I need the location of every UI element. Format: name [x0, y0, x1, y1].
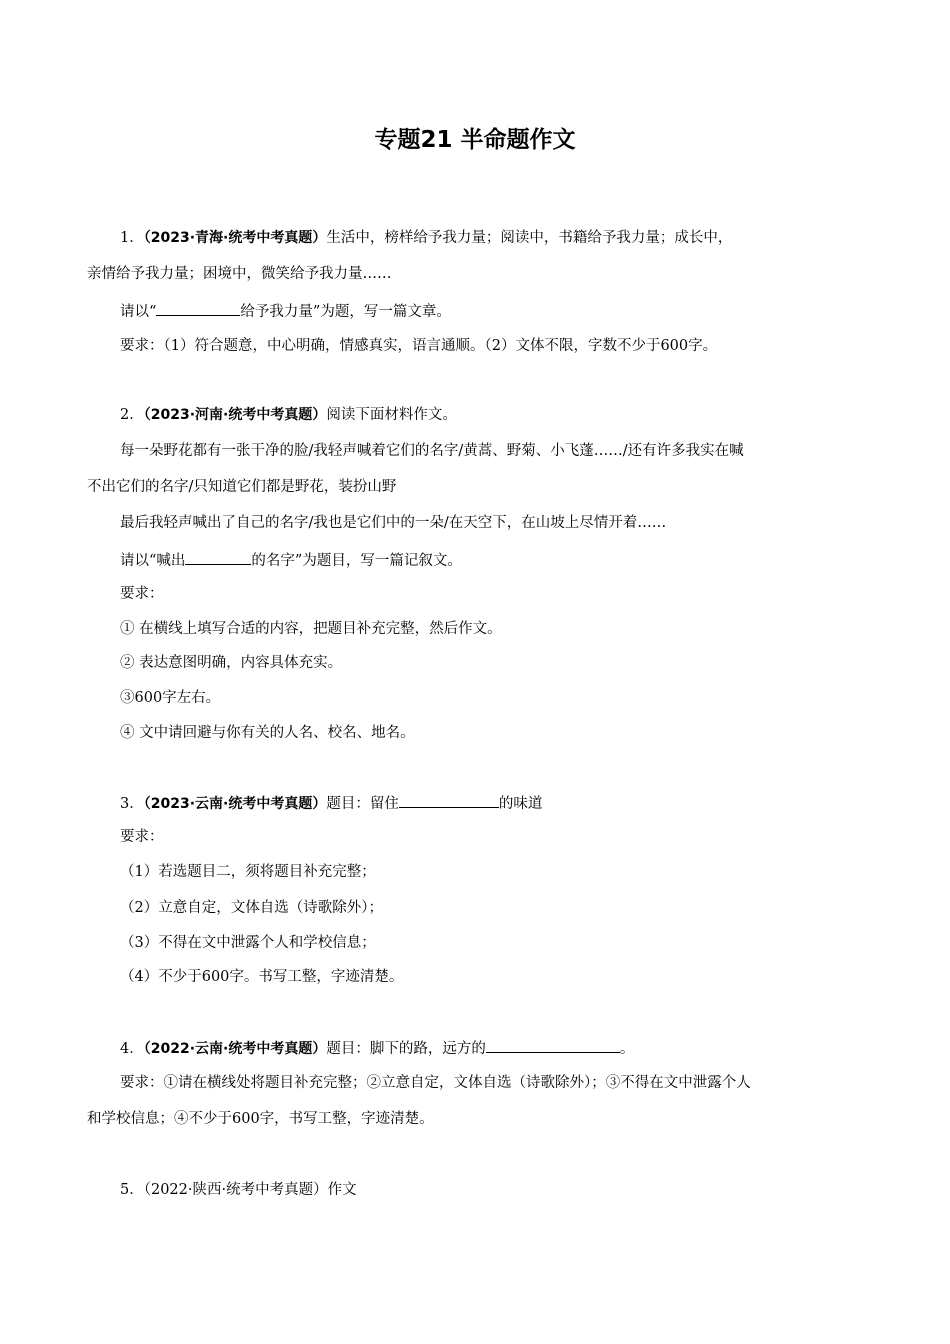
requirement-item: ③600字左右。 [120, 690, 221, 706]
question-text-line: 亲情给予我力量；困境中，微笑给予我力量…… [87, 266, 392, 282]
question-2-prompt: 请以“喊出 的名字”为题目，写一篇记叙文。 [120, 549, 880, 571]
question-text: 生活中，榜样给予我力量；阅读中，书籍给予我力量；成长中， [326, 230, 733, 246]
requirement-item: ① 在横线上填写合适的内容，把题目补充完整，然后作文。 [120, 621, 502, 637]
question-source: （2023·河南·统考中考真题） [143, 407, 327, 423]
question-number: 4． [120, 1041, 144, 1057]
material-line: 每一朵野花都有一张干净的脸/我轻声喊着它们的名字/黄蒿、野菊、小飞蓬……/还有许多我实在喊 [120, 443, 744, 459]
question-number: 2． [120, 407, 144, 423]
question-4-requirement: 要求：①请在横线处将题目补充完整；②立意自定，文体自选（诗歌除外）；③不得在文中泄露个人 [120, 1075, 751, 1091]
question-5-header: 5．（2022·陕西·统考中考真题）作文 [120, 1182, 357, 1198]
requirement-item: （4）不少于600字。书写工整，字迹清楚。 [120, 969, 404, 985]
fill-blank [399, 792, 499, 808]
question-3-header: 3．（2023·云南·统考中考真题）题目：留住 的味道 [120, 792, 880, 814]
question-source: （2022·云南·统考中考真题） [143, 1041, 327, 1057]
question-source: （2023·青海·统考中考真题） [143, 230, 327, 246]
material-line: 不出它们的名字/只知道它们都是野花，装扮山野 [87, 479, 397, 495]
question-4-requirement: 和学校信息；④不少于600字，书写工整，字迹清楚。 [87, 1111, 434, 1127]
fill-blank [156, 300, 240, 316]
requirement-item: （2）立意自定，文体自选（诗歌除外）； [120, 900, 383, 916]
fill-blank [486, 1037, 620, 1053]
requirement-item: ② 表达意图明确，内容具体充实。 [120, 655, 343, 671]
question-1-header [120, 228, 880, 248]
question-4-header: 4．（2022·云南·统考中考真题）题目：脚下的路，远方的 。 [120, 1037, 880, 1059]
question-source: （2022·陕西·统考中考真题） [143, 1182, 328, 1198]
question-number: 1． [120, 230, 144, 246]
question-1-requirement: 要求：（1）符合题意，中心明确，情感真实，语言通顺。（2）文体不限，字数不少于600字。 [120, 338, 718, 354]
fill-blank [185, 549, 251, 565]
question-number: 5． [120, 1182, 144, 1198]
page-title: 专题21 半命题作文 [374, 127, 576, 153]
requirement-label: 要求： [120, 829, 164, 845]
question-1-prompt: 请以“ 给予我力量”为题，写一篇文章。 [120, 300, 880, 322]
question-source: （2023·云南·统考中考真题） [143, 796, 327, 812]
requirement-item: （1）若选题目二，须将题目补充完整； [120, 864, 376, 880]
requirement-item: （3）不得在文中泄露个人和学校信息； [120, 935, 376, 951]
question-2-header: 2．（2023·河南·统考中考真题）阅读下面材料作文。 [120, 407, 457, 423]
requirement-label: 要求： [120, 586, 164, 602]
requirement-item: ④ 文中请回避与你有关的人名、校名、地名。 [120, 725, 415, 741]
material-line: 最后我轻声喊出了自己的名字/我也是它们中的一朵/在天空下，在山坡上尽情开着…… [120, 515, 667, 531]
question-number: 3． [120, 796, 144, 812]
